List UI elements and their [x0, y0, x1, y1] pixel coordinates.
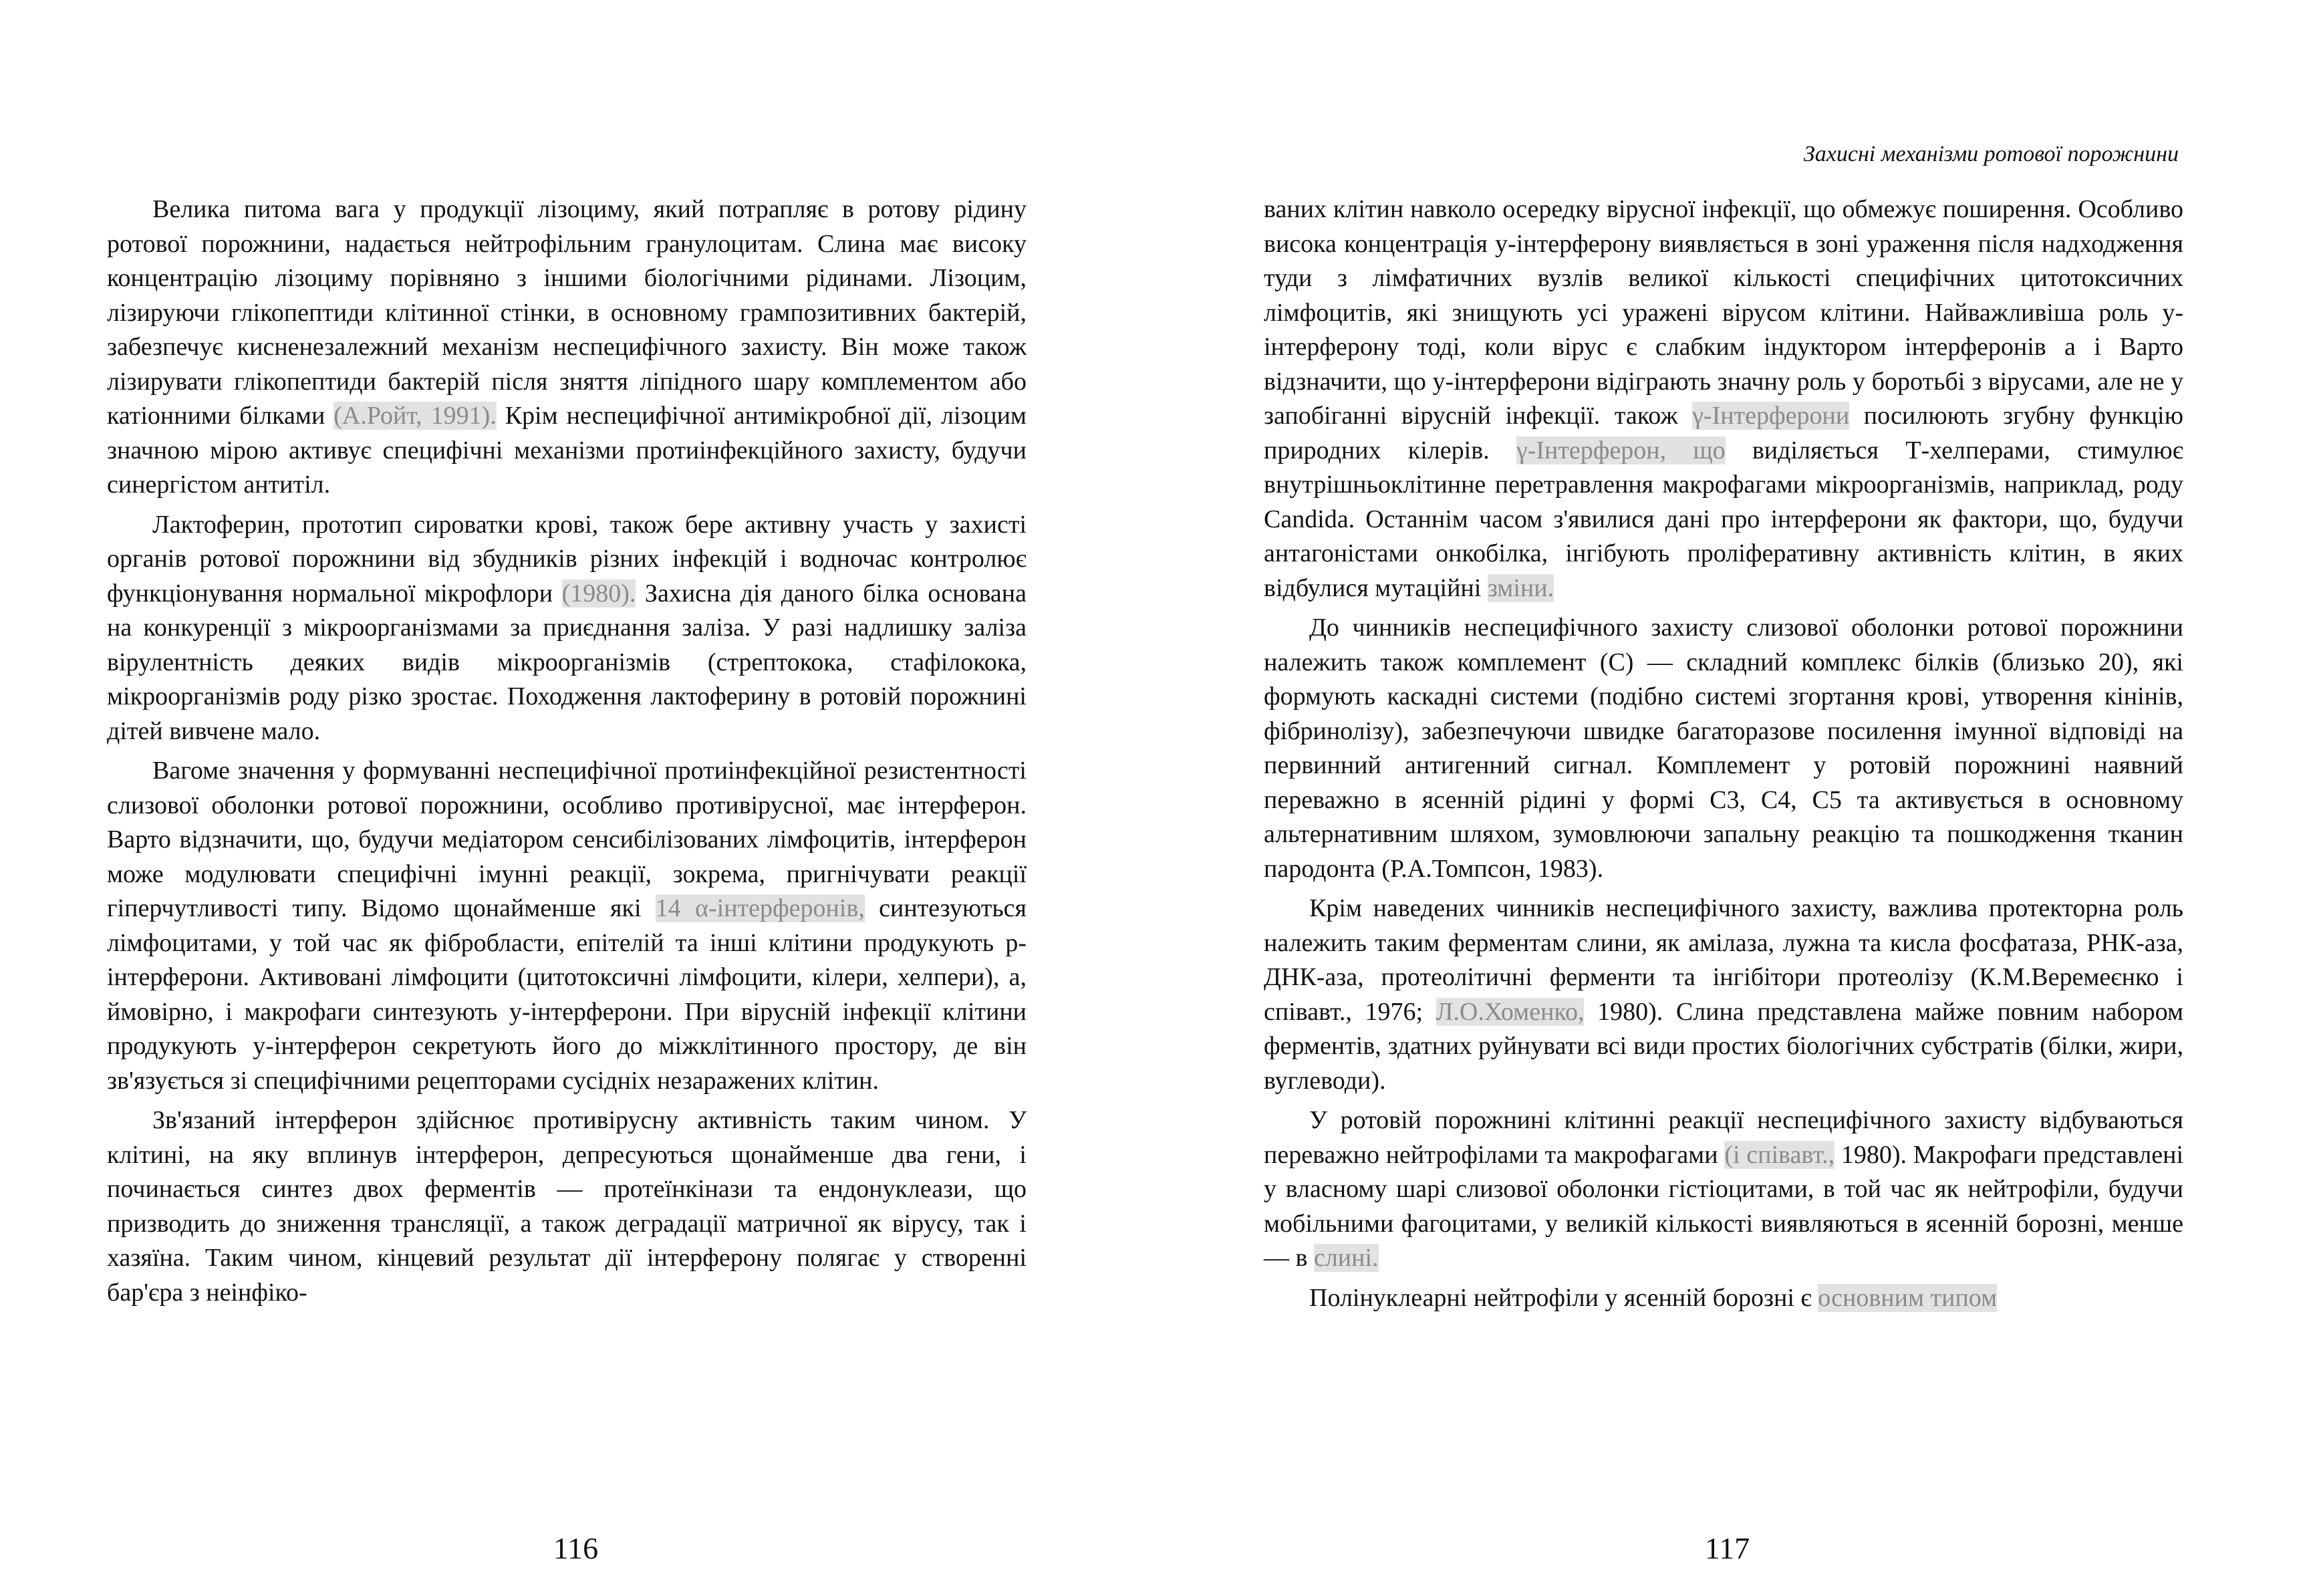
highlighted-text: (і співавт., — [1724, 1140, 1835, 1169]
left-paragraph-4 — [107, 1103, 1027, 1310]
right-text-column — [1264, 192, 2183, 1321]
highlighted-text: (1980). — [561, 579, 636, 608]
text-segment: виділяється Т-хелперами, стимулює внутрішньоклітинне перетравлення макрофагами мікроорганізмів, наприклад, роду Candida. Останнім часом з'явилися дані про інтерферони як фактори, що, будучи антагоністами онкобілка, інгібують проліферативну активність клітин, в яких відбулися мутаційні — [1264, 436, 2183, 602]
left-paragraph-2 — [107, 508, 1027, 749]
text-segment: ваних клітин навколо осередку вірусної інфекції, що обмежує поширення. Особливо висока концентрація у-інтерферону виявляється в зоні ураження після надходження туди з лімфатичних вузлів великої кількості специфічних цитотоксичних лімфоцитів, які знищують усі уражені вірусом клітини. Найважливіша роль у-інтерферону тоді, коли вірус є слабким індуктором інтерферонів а і Варто відзначити, що у-інтерферони відіграють значну роль у боротьбі з вірусами, але не у запобіганні вірусній інфекції. також — [1264, 195, 2183, 430]
text-segment: посилюють згубну функцію природних кілерів. — [1264, 402, 2184, 464]
text-segment: Вагоме значення у формуванні неспецифічної протиінфекційної резистентності слизової оболонки ротової порожнини, особливо противірусної, має інтерферон. Варто відзначити, що, будучи медіатором сенсибілізованих лімфоцитів, інтерферон може модулювати специфічні імунні реакції, зокрема, пригнічувати реакції гіперчутливості типу. Відомо щонайменше які — [107, 757, 1027, 922]
left-paragraph-1 — [107, 192, 1027, 503]
text-segment: У ротовій порожнині клітинні реакції неспецифічного захисту відбуваються переважно нейтрофілами та макрофагами — [1264, 1106, 2183, 1169]
highlighted-text: γ-Інтерферон, що — [1516, 436, 1726, 464]
page-number: 116 — [553, 1531, 599, 1565]
page-number: 117 — [1704, 1531, 1750, 1565]
text-segment: Крім неспецифічної антимікробної дії, лізоцим значною мірою активує специфічні механізми протиінфекційного захисту, будучи синергістом антитіл. — [107, 402, 1027, 499]
text-segment: 1980). Слина представлена майже повним набором ферментів, здатних руйнувати всі види простих біологічних субстратів (білки, жири, вуглеводи). — [1264, 997, 2183, 1095]
right-paragraph-2 — [1264, 611, 2183, 886]
highlighted-text: (А.Ройт, 1991). — [333, 402, 497, 430]
highlighted-text: основним типом — [1818, 1283, 1998, 1312]
highlighted-text: зміни. — [1487, 573, 1554, 602]
text-segment: 1980). Макрофаги представлені у власному шарі слизової оболонки гістіоцитами, в той час як нейтрофіли, будучи мобільними фагоцитами, у великій кількості виявляються в ясенній борозні, менше — в — [1264, 1140, 2184, 1272]
text-segment: Зв'язаний інтерферон здійснює противірусну активність таким чином. У клітині, на яку вплинув інтерферон, депресуються щонайменше два гени, і починається синтез двох ферментів — протеїнкінази та ендонуклеази, що призводить до зниження трансляції, а також деградації матричної як вірусу, так і хазяїна. Таким чином, кінцевий результат дії інтерферону полягає у створенні бар'єра з неінфіко- — [107, 1106, 1027, 1307]
right-paragraph-4 — [1264, 1103, 2183, 1276]
right-paragraph-3 — [1264, 892, 2183, 1098]
left-paragraph-3 — [107, 754, 1027, 1098]
highlighted-text: Л.О.Хоменко, — [1436, 997, 1585, 1026]
text-segment: До чинників неспецифічного захисту слизової оболонки ротової порожнини належить також комплемент (С) — складний комплекс білків (близько 20), які формують каскадні системи (подібно системі згортання крові, утворення кінінів, фібринолізу), забезпечуючи швидке багаторазове посилення імунної відповіді на первинний антигенний сигнал. Комплемент у ротовій порожнині наявний переважно в ясенній рідині у формі С3, С4, С5 та активується в основному альтернативним шляхом, зумовлюючи запальну реакцію та пошкодження тканин пародонта (Р.А.Томпсон, 1983). — [1264, 614, 2183, 883]
highlighted-text: γ-Інтерферони — [1692, 402, 1850, 430]
text-segment: Крім наведених чинників неспецифічного захисту, важлива протекторна роль належить таким ферментам слини, як амілаза, лужна та кисла фосфатаза, РНК-аза, ДНК-аза, протеолітичні ферменти та інгібітори протеолізу (К.М.Веремеєнко і співавт., 1976; — [1264, 894, 2183, 1026]
text-segment: синтезуються лімфоцитами, у той час як фібробласти, епітелій та інші клітини продукують р-інтерферони. Активовані лімфоцити (цитотоксичні лімфоцити, кілери, хелпери), а, ймовірно, і макрофаги синтезують у-інтерферони. При вірусній інфекції клітини продукують у-інтерферон секретують його до міжклітинного простору, де він зв'язується зі специфічними рецепторами сусідніх незаражених клітин. — [107, 894, 1027, 1095]
running-header: Захисні механізми ротової порожнини — [1803, 142, 2179, 166]
text-segment: Велика питома вага у продукції лізоциму, який потрапляє в ротову рідину ротової порожнини, надається нейтрофільним гранулоцитам. Слина має високу концентрацію лізоциму порівняно з іншими біологічними рідинами. Лізоцим, лізируючи глікопептиди клітинної стінки, в основному грампозитивних бактерій, забезпечує кисненезалежний механізм неспецифічного захисту. Він може також лізирувати глікопептиди бактерій після зняття ліпідного шару комплементом або катіонними білками — [107, 195, 1027, 430]
text-segment: Лактоферин, прототип сироватки крові, також бере активну участь у захисті органів ротової порожнини від збудників різних інфекцій і водночас контролює функціонування нормальної мікрофлори — [107, 510, 1027, 608]
highlighted-text: слині. — [1313, 1244, 1379, 1272]
text-segment: Полінуклеарні нейтрофіли у ясенній борозні є — [1309, 1283, 1818, 1312]
left-text-column — [107, 192, 1027, 1315]
text-segment: Захисна дія даного білка основана на конкуренції з мікроорганізмами за приєднання заліза. У разі надлишку заліза вірулентність деяких видів мікроорганізмів (стрептокока, стафілокока, мікроорганізмів роду різко зростає. Походження лактоферину в ротовій порожнині дітей вивчене мало. — [107, 579, 1027, 745]
right-paragraph-5 — [1264, 1281, 2183, 1316]
highlighted-text: 14 α-інтерферонів, — [655, 894, 865, 922]
right-page — [1152, 0, 2303, 1596]
right-paragraph-1 — [1264, 192, 2183, 606]
